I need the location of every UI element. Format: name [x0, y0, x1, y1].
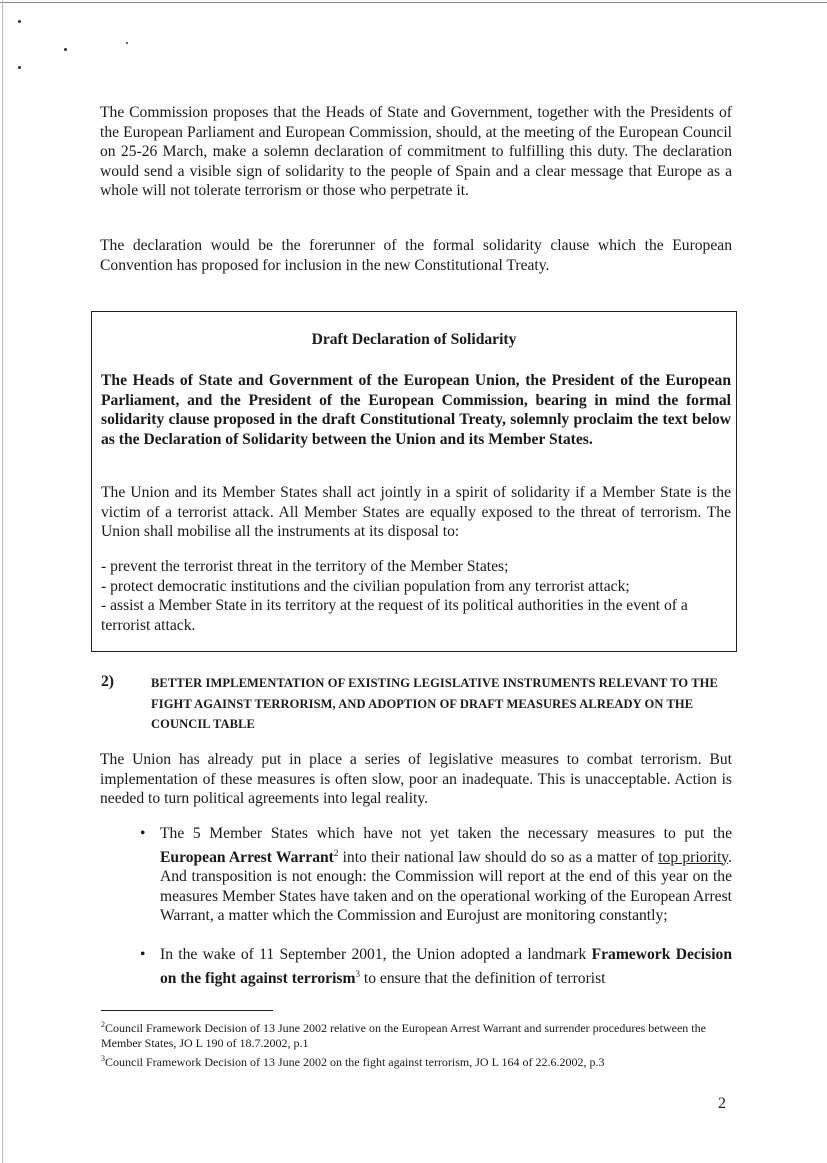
scan-speck: [126, 42, 128, 44]
term-framework-decision: Framework Decision on the fight against terrorism: [160, 946, 732, 987]
footnote-item: $^2$Council Framework Decision of 13 June 2002 relative on the European Arrest Warrant and surrender procedures between the Member States, JO L 190 of 18.7.2002, p.1: [101, 1020, 706, 1050]
scan-speck: [18, 66, 21, 69]
scan-top-edge: [0, 2, 827, 3]
declaration-list-item: - prevent the terrorist threat in the territory of the Member States;: [101, 558, 509, 575]
underlined-priority: top priority: [658, 848, 729, 866]
declaration-list-item: - assist a Member State in its territory at the request of its political authorities in the event of a terrorist attack.: [101, 597, 688, 634]
bullet-item-arrest-warrant: • The 5 Member States which have not yet taken the necessary measures to put the European Arrest Warrant$^2$ into their national law should do so as a matter of top priority. And transposition is not enough: the Commission will report at the end of this year on the measures Member States have taken and on the operational working of the European Arrest Warrant, a matter which the Commission and Eurojust are monitoring constantly;: [140, 825, 732, 925]
footnote-ref[interactable]: 3: [355, 968, 360, 979]
paragraph-implementation: The Union has already put in place a series of legislative measures to combat terrorism. But implementation of these measures is often slow, poor an inadequate. This is unacceptable. Action is needed to turn political agreements into legal reality.: [100, 751, 732, 807]
declaration-box: [91, 311, 737, 652]
term-arrest-warrant: European Arrest Warrant: [160, 848, 334, 866]
section-heading: BETTER IMPLEMENTATION OF EXISTING LEGISLATIVE INSTRUMENTS RELEVANT TO THE FIGHT AGAINST TERRORISM, AND ADOPTION OF DRAFT MEASURES ALREADY ON THE COUNCIL TABLE: [151, 676, 718, 731]
declaration-paragraph: The Union and its Member States shall act jointly in a spirit of solidarity if a Member State is the victim of a terrorist attack. All Member States are equally exposed to the threat of terrorism. The Union shall mobilise all the instruments at its disposal to:: [101, 484, 731, 540]
scan-speck: [18, 20, 21, 23]
paragraph-declaration-forerunner: The declaration would be the forerunner of the formal solidarity clause which the European Convention has proposed for inclusion in the new Constitutional Treaty.: [100, 237, 732, 274]
declaration-list-item: - protect democratic institutions and the civilian population from any terrorist attack;: [101, 577, 630, 595]
paragraph-commission-proposal: The Commission proposes that the Heads of State and Government, together with the Presidents of the European Parliament and European Commission, should, at the meeting of the European Council on 25-26 March, make a solemn declaration of commitment to fulfilling this duty. The declaration would send a visible sign of solidarity to the people of Spain and a clear message that Europe as a whole will not tolerate terrorism or those who perpetrate it.: [100, 104, 732, 199]
bullet-dot-icon: •: [140, 946, 146, 964]
bullet-dot-icon: •: [140, 825, 146, 842]
scan-left-edge: [2, 0, 3, 1163]
bullet-list: [100, 824, 732, 1008]
declaration-list: [101, 557, 731, 635]
footnotes: [101, 1017, 733, 1070]
footnote-rule: [101, 1010, 273, 1011]
footnote-item: $^3$Council Framework Decision of 13 June 2002 on the fight against terrorism, JO L 164 of 22.6.2002, p.3: [101, 1054, 605, 1069]
section-number: 2): [101, 673, 114, 690]
bullet-item-framework-decision: • In the wake of 11 September 2001, the Union adopted a landmark Framework Decision on the fight against terrorism$^3$ to ensure that the definition of terrorist: [140, 946, 732, 987]
scan-speck: [64, 48, 67, 51]
page-number: 2: [718, 1095, 726, 1112]
footnote-ref[interactable]: 2: [333, 847, 339, 858]
declaration-intro: The Heads of State and Government of the European Union, the President of the European Parliament, and the President of the European Commission, bearing in mind the formal solidarity clause proposed in the draft Constitutional Treaty, solemnly proclaim the text below as the Declaration of Solidarity between the Union and its Member States.: [101, 372, 731, 448]
declaration-title: Draft Declaration of Solidarity: [311, 331, 517, 348]
